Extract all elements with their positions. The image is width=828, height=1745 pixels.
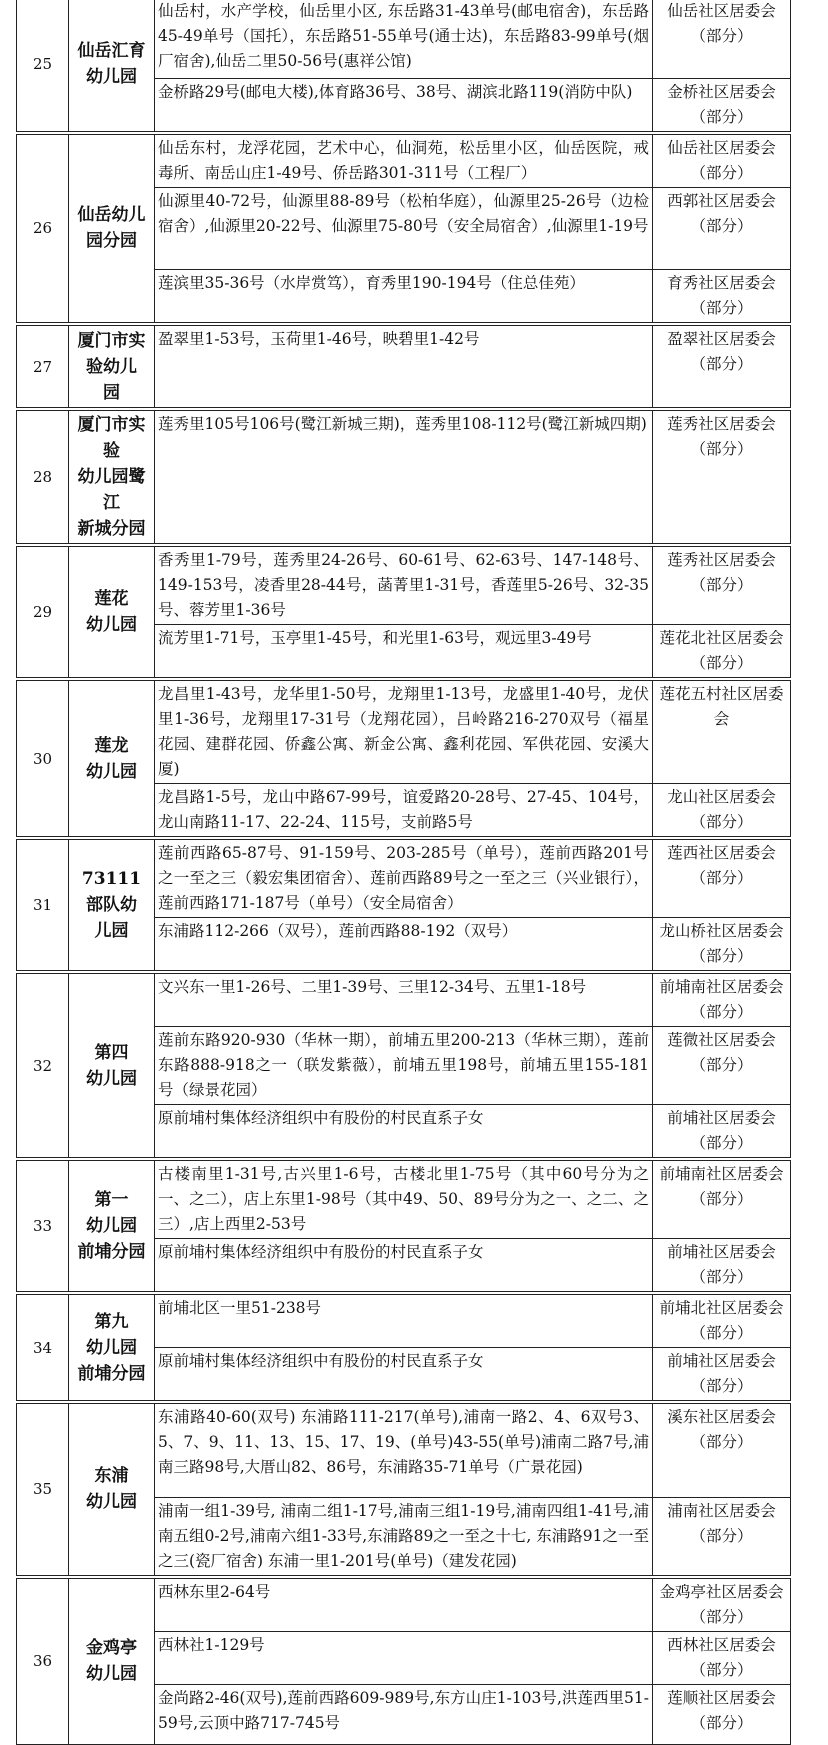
address-range: 古楼南里1-31号,古兴里1-6号，古楼北里1-75号（其中60号分为之一、之二），店上东里1-98号（其中49、50、89号分为之一、之二、之三）,店上西里2-53号 [155, 1159, 653, 1239]
community-committee: 龙山社区居委会（部分） [653, 784, 791, 839]
kindergarten-name: 第九 幼儿园 前埔分园 [69, 1293, 155, 1402]
row-number: 27 [17, 324, 69, 409]
community-committee: 莲花北社区居委会（部分） [653, 625, 791, 680]
kindergarten-name: 第四 幼儿园 [69, 972, 155, 1159]
school-district-table [16, 0, 791, 1745]
kindergarten-name: 仙岳幼儿 园分园 [69, 133, 155, 325]
row-number: 32 [17, 972, 69, 1159]
community-committee: 前埔社区居委会（部分） [653, 1348, 791, 1403]
table-row [17, 972, 791, 1027]
community-committee: 莲秀社区居委会（部分） [653, 545, 791, 625]
kindergarten-name: 第一 幼儿园 前埔分园 [69, 1159, 155, 1293]
row-number: 30 [17, 679, 69, 838]
community-committee: 西郭社区居委会（部分） [653, 188, 791, 270]
address-range: 莲滨里35-36号（水岸赏笃），育秀里190-194号（住总佳苑） [155, 270, 653, 325]
row-number: 28 [17, 409, 69, 545]
address-range: 龙昌里1-43号，龙华里1-50号，龙翔里1-13号，龙盛里1-40号，龙伏里1-36号，龙翔里17-31号（龙翔花园），吕岭路216-270双号（福星花园、建群花园、侨鑫公寓、新金公寓、鑫利花园、军供花园、安溪大厦) [155, 679, 653, 784]
row-number: 33 [17, 1159, 69, 1293]
community-committee: 前埔社区居委会（部分） [653, 1105, 791, 1160]
address-range: 西林社1-129号 [155, 1631, 653, 1684]
address-range: 莲前西路65-87号、91-159号、203-285号（单号），莲前西路201号之一至之三（毅宏集团宿舍）、莲前西路89号之一至之三（兴业银行），莲前西路171-187号（单号）（安全局宿舍） [155, 838, 653, 918]
address-range: 仙岳东村，龙浮花园，艺术中心，仙洞苑，松岳里小区，仙岳医院，戒毒所、南岳山庄1-49号、侨岳路301-311号（工程厂） [155, 133, 653, 188]
row-number: 29 [17, 545, 69, 679]
kindergarten-name: 金鸡亭 幼儿园 [69, 1577, 155, 1745]
row-number: 34 [17, 1293, 69, 1402]
row-number: 26 [17, 133, 69, 325]
table-row [17, 324, 791, 409]
community-committee: 莲微社区居委会（部分） [653, 1027, 791, 1105]
address-range: 金桥路29号(邮电大楼),体育路36号、38号、湖滨北路119(消防中队) [155, 78, 653, 133]
table-row [17, 679, 791, 784]
address-range: 西林东里2-64号 [155, 1577, 653, 1632]
kindergarten-name: 莲龙 幼儿园 [69, 679, 155, 838]
address-range: 流芳里1-71号，玉亭里1-45号，和光里1-63号，观远里3-49号 [155, 625, 653, 680]
community-committee: 盈翠社区居委会（部分） [653, 324, 791, 409]
table-row [17, 838, 791, 918]
table-row [17, 1402, 791, 1497]
table-row [17, 409, 791, 545]
address-range: 文兴东一里1-26号、二里1-39号、三里12-34号、五里1-18号 [155, 972, 653, 1027]
community-committee: 莲秀社区居委会（部分） [653, 409, 791, 545]
community-committee: 浦南社区居委会（部分） [653, 1497, 791, 1577]
kindergarten-name: 仙岳汇育 幼儿园 [69, 0, 155, 133]
address-range: 盈翠里1-53号，玉荷里1-46号，映碧里1-42号 [155, 324, 653, 409]
address-range: 莲前东路920-930（华林一期），前埔五里200-213（华林三期），莲前东路888-918之一（联发紫薇），前埔五里198号，前埔五里155-181号（绿景花园） [155, 1027, 653, 1105]
address-range: 原前埔村集体经济组织中有股份的村民直系子女 [155, 1105, 653, 1160]
community-committee: 莲顺社区居委会（部分） [653, 1684, 791, 1744]
community-committee: 育秀社区居委会（部分） [653, 270, 791, 325]
community-committee: 莲西社区居委会（部分） [653, 838, 791, 918]
table-row [17, 1293, 791, 1348]
kindergarten-name: 厦门市实验 幼儿园鹭江 新城分园 [69, 409, 155, 545]
kindergarten-name: 73111 部队幼 儿园 [69, 838, 155, 972]
table-row [17, 1159, 791, 1239]
community-committee: 龙山桥社区居委会（部分） [653, 918, 791, 973]
kindergarten-name: 厦门市实 验幼儿 园 [69, 324, 155, 409]
address-range: 仙源里40-72号，仙源里88-89号（松柏华庭），仙源里25-26号（边检宿舍）,仙源里20-22号、仙源里75-80号（安全局宿舍）,仙源里1-19号 [155, 188, 653, 270]
row-number: 25 [17, 0, 69, 133]
address-range: 原前埔村集体经济组织中有股份的村民直系子女 [155, 1239, 653, 1294]
community-committee: 金鸡亭社区居委会（部分） [653, 1577, 791, 1632]
community-committee: 前埔南社区居委会（部分） [653, 1159, 791, 1239]
row-number: 36 [17, 1577, 69, 1745]
table-row [17, 545, 791, 625]
address-range: 东浦路112-266（双号），莲前西路88-192（双号） [155, 918, 653, 973]
kindergarten-name: 东浦 幼儿园 [69, 1402, 155, 1577]
table-row [17, 133, 791, 188]
address-range: 前埔北区一里51-238号 [155, 1293, 653, 1348]
address-range: 龙昌路1-5号，龙山中路67-99号，谊爱路20-28号、27-45、104号，龙山南路11-17、22-24、115号，支前路5号 [155, 784, 653, 839]
address-range: 金尚路2-46(双号),莲前西路609-989号,东方山庄1-103号,洪莲西里51-59号,云顶中路717-745号 [155, 1684, 653, 1744]
address-range: 浦南一组1-39号, 浦南二组1-17号,浦南三组1-19号,浦南四组1-41号,浦南五组0-2号,浦南六组1-33号,东浦路89之一至之十七, 东浦路91之一至之三(瓷厂宿舍) 东浦一里1-201号(单号)（建发花园) [155, 1497, 653, 1577]
address-range: 莲秀里105号106号(鹭江新城三期)，莲秀里108-112号(鹭江新城四期) [155, 409, 653, 545]
address-range: 香秀里1-79号，莲秀里24-26号、60-61号、62-63号、147-148号、149-153号，凌香里28-44号，菡菁里1-31号，香莲里5-26号、32-35号、蓉芳里1-36号 [155, 545, 653, 625]
table-row [17, 1577, 791, 1632]
row-number: 35 [17, 1402, 69, 1577]
community-committee: 前埔社区居委会（部分） [653, 1239, 791, 1294]
address-range: 原前埔村集体经济组织中有股份的村民直系子女 [155, 1348, 653, 1403]
community-committee: 前埔南社区居委会（部分） [653, 972, 791, 1027]
community-committee: 西林社区居委会（部分） [653, 1631, 791, 1684]
community-committee: 溪东社区居委会（部分） [653, 1402, 791, 1497]
community-committee: 前埔北社区居委会（部分） [653, 1293, 791, 1348]
kindergarten-name: 莲花 幼儿园 [69, 545, 155, 679]
community-committee: 仙岳社区居委会（部分） [653, 133, 791, 188]
address-range: 仙岳村，水产学校，仙岳里小区, 东岳路31-43单号(邮电宿舍)，东岳路45-49单号（国托），东岳路51-55单号(通士达)，东岳路83-99单号(烟厂宿舍),仙岳二里50-56号(惠祥公馆) [155, 0, 653, 78]
community-committee: 仙岳社区居委会（部分） [653, 0, 791, 78]
table-row [17, 0, 791, 78]
row-number: 31 [17, 838, 69, 972]
community-committee: 莲花五村社区居委会 [653, 679, 791, 784]
community-committee: 金桥社区居委会（部分） [653, 78, 791, 133]
address-range: 东浦路40-60(双号) 东浦路111-217(单号),浦南一路2、4、6双号3、5、7、9、11、13、15、17、19、(单号)43-55(单号)浦南二路7号,浦南三路98号,大厝山82、86号，东浦路35-71单号（广景花园) [155, 1402, 653, 1497]
